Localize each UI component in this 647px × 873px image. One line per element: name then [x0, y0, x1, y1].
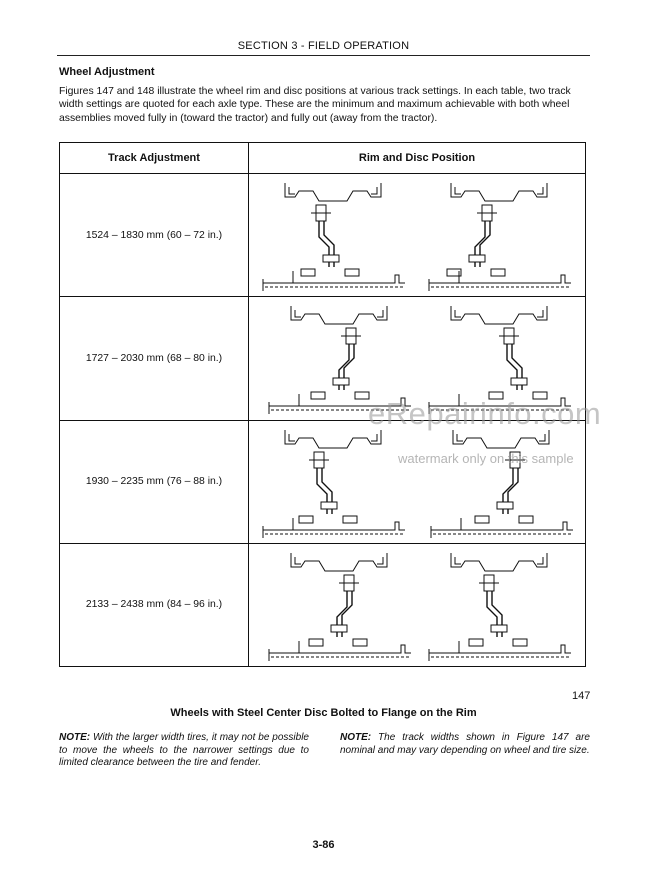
watermark-logo: eRepairinfo.com — [368, 396, 602, 431]
hub-bolt — [511, 378, 527, 385]
section-header: SECTION 3 - FIELD OPERATION — [237, 40, 410, 52]
note-text: The track widths shown in Figure 147 are nominal and may vary depending on wheel and tire size. — [340, 732, 590, 756]
hub-clamp — [343, 516, 357, 523]
watermark-text: watermark only on this sample — [398, 451, 574, 466]
col-header-track: Track Adjustment — [60, 143, 249, 174]
rim-disc-diagram — [249, 543, 586, 666]
hub-clamp — [519, 516, 533, 523]
hub-clamp — [475, 516, 489, 523]
hub-bolt — [469, 255, 485, 262]
note-label: NOTE: — [59, 732, 91, 743]
hub-edge — [263, 518, 293, 538]
figure-caption: Wheels with Steel Center Disc Bolted to Flange on the Rim — [170, 707, 477, 719]
track-value: 1524 – 1830 mm (60 – 72 in.) — [60, 174, 249, 297]
hub-clamp — [513, 639, 527, 646]
hub-edge — [269, 394, 299, 414]
hub-clamp — [301, 269, 315, 276]
track-value: 2133 – 2438 mm (84 – 96 in.) — [60, 543, 249, 666]
hub-clamp — [353, 639, 367, 646]
rim-outline — [453, 430, 549, 448]
axle-line — [263, 522, 405, 530]
hub-clamp — [299, 516, 313, 523]
note-label: NOTE: — [340, 732, 372, 743]
hub-bolt — [491, 625, 507, 632]
hub-clamp — [345, 269, 359, 276]
col-header-rim: Rim and Disc Position — [249, 143, 586, 174]
axle-line — [263, 275, 405, 283]
rim-outline — [451, 306, 547, 324]
axle-line — [269, 645, 411, 653]
wheel-diagram-4 — [249, 545, 585, 665]
section-title: Wheel Adjustment — [59, 66, 155, 78]
hub-clamp — [309, 639, 323, 646]
note-text: With the larger width tires, it may not be possible to move the wheels to the narrower settings due to limited clearance between the tire and fender. — [59, 732, 309, 768]
hub-bolt — [497, 502, 513, 509]
hub-clamp — [469, 639, 483, 646]
wheel-diagram-3 — [249, 422, 585, 542]
hub-clamp — [355, 392, 369, 399]
page-number: 3-86 — [312, 839, 335, 851]
rim-disc-diagram — [249, 174, 586, 297]
hub-bolt — [331, 625, 347, 632]
rim-outline — [285, 183, 381, 201]
header-rule — [57, 55, 590, 56]
hub-clamp — [491, 269, 505, 276]
wheel-diagram-1 — [249, 175, 585, 295]
hub-clamp — [311, 392, 325, 399]
rim-outline — [291, 306, 387, 324]
figure-number: 147 — [572, 690, 591, 702]
hub-bolt — [321, 502, 337, 509]
hub-bolt — [323, 255, 339, 262]
note-left — [59, 732, 309, 770]
note-right — [340, 732, 590, 757]
hub-edge — [263, 271, 293, 291]
axle-line — [431, 522, 573, 530]
intro-paragraph: Figures 147 and 148 illustrate the wheel rim and disc positions at various track settings. In each table, two track width settings are quoted for each axle type. These are the minimum and maximum achievable with both wheel assemblies moved fully in (toward the tractor) and fully out (away from the tractor). — [59, 86, 571, 124]
rim-outline — [451, 553, 547, 571]
table-row — [60, 420, 586, 543]
table-row — [60, 174, 586, 297]
rim-disc-diagram — [249, 420, 586, 543]
table-header-row — [60, 143, 586, 174]
table-row — [60, 543, 586, 666]
track-value: 1930 – 2235 mm (76 – 88 in.) — [60, 420, 249, 543]
hub-edge — [269, 641, 299, 661]
rim-outline — [285, 430, 381, 448]
rim-outline — [451, 183, 547, 201]
axle-line — [429, 645, 571, 653]
hub-edge — [429, 641, 459, 661]
hub-edge — [431, 518, 461, 538]
hub-bolt — [333, 378, 349, 385]
track-value: 1727 – 2030 mm (68 – 80 in.) — [60, 297, 249, 420]
rim-outline — [291, 553, 387, 571]
